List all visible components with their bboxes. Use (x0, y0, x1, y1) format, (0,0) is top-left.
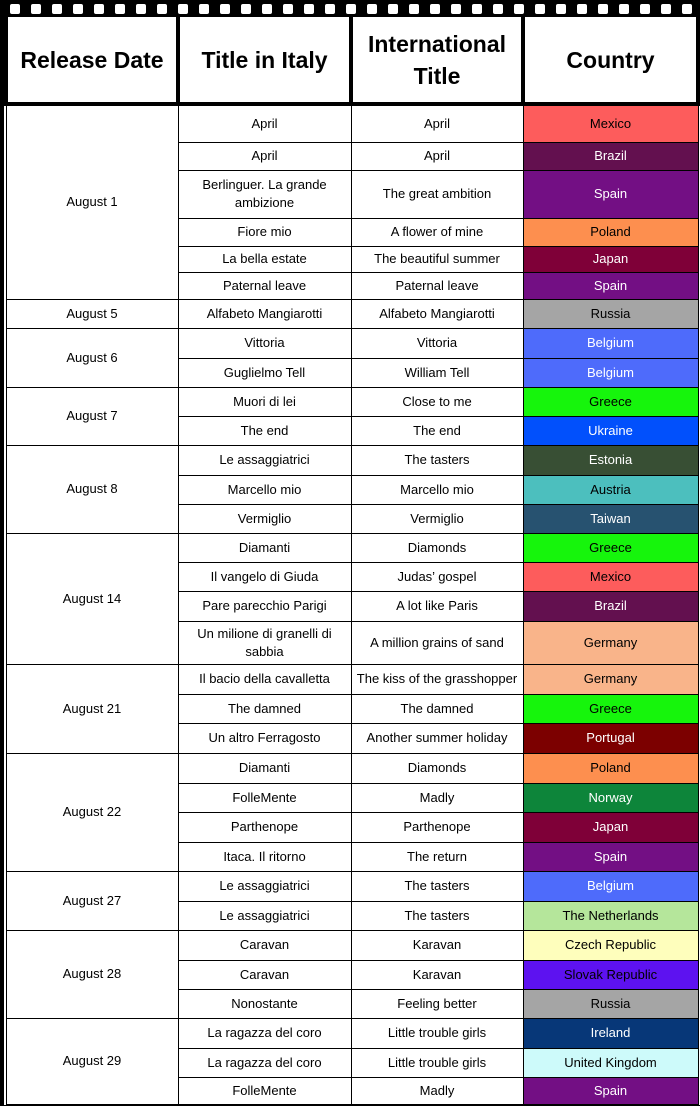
table-row (6, 871, 698, 901)
film-perforation (157, 4, 167, 14)
title-in-italy-cell: La ragazza del coro (178, 1048, 351, 1077)
title-in-italy-cell: Vermiglio (178, 504, 351, 533)
film-perforation (472, 4, 482, 14)
country-cell: Poland (523, 753, 698, 783)
title-in-italy-cell: The end (178, 416, 351, 445)
table-row (6, 387, 698, 416)
title-in-italy-cell: Itaca. Il ritorno (178, 842, 351, 871)
country-cell: United Kingdom (523, 1048, 698, 1077)
country-cell: Brazil (523, 142, 698, 170)
title-in-italy-cell: Muori di lei (178, 387, 351, 416)
international-title-cell: Alfabeto Mangiarotti (351, 299, 523, 328)
international-title-cell: Paternal leave (351, 272, 523, 299)
international-title-cell: Vermiglio (351, 504, 523, 533)
release-date-cell: August 28 (6, 930, 178, 1018)
header-row (6, 17, 698, 104)
country-cell: Japan (523, 812, 698, 842)
country-cell: Poland (523, 218, 698, 246)
title-in-italy-cell: Il bacio della cavalletta (178, 664, 351, 694)
title-in-italy-cell: Un altro Ferragosto (178, 723, 351, 753)
international-title-cell: Close to me (351, 387, 523, 416)
international-title-cell: Feeling better (351, 989, 523, 1018)
title-in-italy-cell: Fiore mio (178, 218, 351, 246)
table-row (6, 328, 698, 358)
country-cell: Ukraine (523, 416, 698, 445)
international-title-cell: Little trouble girls (351, 1048, 523, 1077)
international-title-cell: The tasters (351, 901, 523, 930)
title-in-italy-cell: FolleMente (178, 1077, 351, 1104)
title-in-italy-cell: Le assaggiatrici (178, 871, 351, 901)
film-perforation (94, 4, 104, 14)
title-in-italy-cell: The damned (178, 694, 351, 723)
country-cell: Spain (523, 272, 698, 299)
title-in-italy-cell: Parthenope (178, 812, 351, 842)
film-perforation (514, 4, 524, 14)
title-in-italy-cell: Marcello mio (178, 475, 351, 504)
release-date-cell: August 29 (6, 1018, 178, 1104)
international-title-cell: The return (351, 842, 523, 871)
film-perforation (199, 4, 209, 14)
film-perforation (451, 4, 461, 14)
film-strip-border (0, 0, 700, 17)
film-perforation (241, 4, 251, 14)
title-in-italy-cell: La bella estate (178, 246, 351, 272)
film-perforation (346, 4, 356, 14)
country-cell: Mexico (523, 562, 698, 591)
release-date-cell: August 7 (6, 387, 178, 445)
header-country: Country (523, 17, 698, 104)
header-title-in-italy: Title in Italy (178, 17, 351, 104)
country-cell: Spain (523, 842, 698, 871)
international-title-cell: The great ambition (351, 170, 523, 218)
country-cell: Mexico (523, 104, 698, 142)
film-perforation (619, 4, 629, 14)
release-date-cell: August 14 (6, 533, 178, 664)
international-title-cell: A lot like Paris (351, 591, 523, 621)
international-title-cell: A flower of mine (351, 218, 523, 246)
international-title-cell: Little trouble girls (351, 1018, 523, 1048)
international-title-cell: Diamonds (351, 753, 523, 783)
table-row (6, 104, 698, 142)
film-perforation (388, 4, 398, 14)
country-cell: Spain (523, 1077, 698, 1104)
title-in-italy-cell: Le assaggiatrici (178, 901, 351, 930)
international-title-cell: Vittoria (351, 328, 523, 358)
country-cell: Portugal (523, 723, 698, 753)
country-cell: The Netherlands (523, 901, 698, 930)
international-title-cell: Karavan (351, 960, 523, 989)
release-schedule (0, 17, 700, 1106)
film-perforation (283, 4, 293, 14)
table-row (6, 299, 698, 328)
international-title-cell: Diamonds (351, 533, 523, 562)
film-perforation (682, 4, 692, 14)
international-title-cell: Another summer holiday (351, 723, 523, 753)
international-title-cell: A million grains of sand (351, 621, 523, 664)
film-perforation (430, 4, 440, 14)
table-body (6, 104, 698, 1104)
country-cell: Belgium (523, 358, 698, 387)
title-in-italy-cell: Paternal leave (178, 272, 351, 299)
country-cell: Slovak Republic (523, 960, 698, 989)
table-row (6, 1018, 698, 1048)
international-title-cell: The tasters (351, 445, 523, 475)
country-cell: Greece (523, 694, 698, 723)
country-cell: Greece (523, 533, 698, 562)
header-release-date: Release Date (6, 17, 178, 104)
title-in-italy-cell: Il vangelo di Giuda (178, 562, 351, 591)
international-title-cell: April (351, 104, 523, 142)
title-in-italy-cell: April (178, 104, 351, 142)
table-row (6, 533, 698, 562)
title-in-italy-cell: Un milione di granelli di sabbia (178, 621, 351, 664)
film-perforation (10, 4, 20, 14)
country-cell: Belgium (523, 871, 698, 901)
title-in-italy-cell: Le assaggiatrici (178, 445, 351, 475)
international-title-cell: Marcello mio (351, 475, 523, 504)
film-perforation (409, 4, 419, 14)
title-in-italy-cell: Diamanti (178, 533, 351, 562)
release-date-cell: August 1 (6, 104, 178, 299)
international-title-cell: Judas’ gospel (351, 562, 523, 591)
country-cell: Spain (523, 170, 698, 218)
film-perforation (640, 4, 650, 14)
country-cell: Germany (523, 664, 698, 694)
country-cell: Japan (523, 246, 698, 272)
film-perforation (262, 4, 272, 14)
film-perforation (304, 4, 314, 14)
table-row (6, 753, 698, 783)
country-cell: Greece (523, 387, 698, 416)
title-in-italy-cell: FolleMente (178, 783, 351, 812)
release-date-cell: August 22 (6, 753, 178, 871)
title-in-italy-cell: Nonostante (178, 989, 351, 1018)
title-in-italy-cell: Pare parecchio Parigi (178, 591, 351, 621)
title-in-italy-cell: La ragazza del coro (178, 1018, 351, 1048)
country-cell: Brazil (523, 591, 698, 621)
international-title-cell: The end (351, 416, 523, 445)
film-perforation (661, 4, 671, 14)
table-row (6, 930, 698, 960)
film-perforation (220, 4, 230, 14)
film-perforation (115, 4, 125, 14)
country-cell: Taiwan (523, 504, 698, 533)
film-perforation (178, 4, 188, 14)
international-title-cell: Madly (351, 783, 523, 812)
film-perforation (73, 4, 83, 14)
international-title-cell: Karavan (351, 930, 523, 960)
title-in-italy-cell: Vittoria (178, 328, 351, 358)
title-in-italy-cell: Diamanti (178, 753, 351, 783)
film-perforation (493, 4, 503, 14)
international-title-cell: April (351, 142, 523, 170)
film-perforation (31, 4, 41, 14)
film-perforation (598, 4, 608, 14)
international-title-cell: The beautiful summer (351, 246, 523, 272)
release-date-cell: August 21 (6, 664, 178, 753)
country-cell: Russia (523, 989, 698, 1018)
film-perforation (325, 4, 335, 14)
title-in-italy-cell: Caravan (178, 960, 351, 989)
film-perforation (52, 4, 62, 14)
title-in-italy-cell: Berlinguer. La grande ambizione (178, 170, 351, 218)
international-title-cell: The damned (351, 694, 523, 723)
country-cell: Estonia (523, 445, 698, 475)
film-perforation (535, 4, 545, 14)
international-title-cell: The tasters (351, 871, 523, 901)
film-perforation (136, 4, 146, 14)
country-cell: Norway (523, 783, 698, 812)
table-row (6, 445, 698, 475)
international-title-cell: Parthenope (351, 812, 523, 842)
country-cell: Czech Republic (523, 930, 698, 960)
country-cell: Russia (523, 299, 698, 328)
header-international-title: International Title (351, 17, 523, 104)
country-cell: Ireland (523, 1018, 698, 1048)
international-title-cell: William Tell (351, 358, 523, 387)
title-in-italy-cell: Caravan (178, 930, 351, 960)
country-cell: Belgium (523, 328, 698, 358)
film-perforation (577, 4, 587, 14)
film-perforation (367, 4, 377, 14)
release-date-cell: August 8 (6, 445, 178, 533)
release-table (4, 17, 700, 1105)
international-title-cell: Madly (351, 1077, 523, 1104)
title-in-italy-cell: Alfabeto Mangiarotti (178, 299, 351, 328)
release-date-cell: August 27 (6, 871, 178, 930)
international-title-cell: The kiss of the grasshopper (351, 664, 523, 694)
country-cell: Germany (523, 621, 698, 664)
title-in-italy-cell: Guglielmo Tell (178, 358, 351, 387)
film-perforation (556, 4, 566, 14)
title-in-italy-cell: April (178, 142, 351, 170)
release-date-cell: August 5 (6, 299, 178, 328)
release-date-cell: August 6 (6, 328, 178, 387)
table-row (6, 664, 698, 694)
country-cell: Austria (523, 475, 698, 504)
